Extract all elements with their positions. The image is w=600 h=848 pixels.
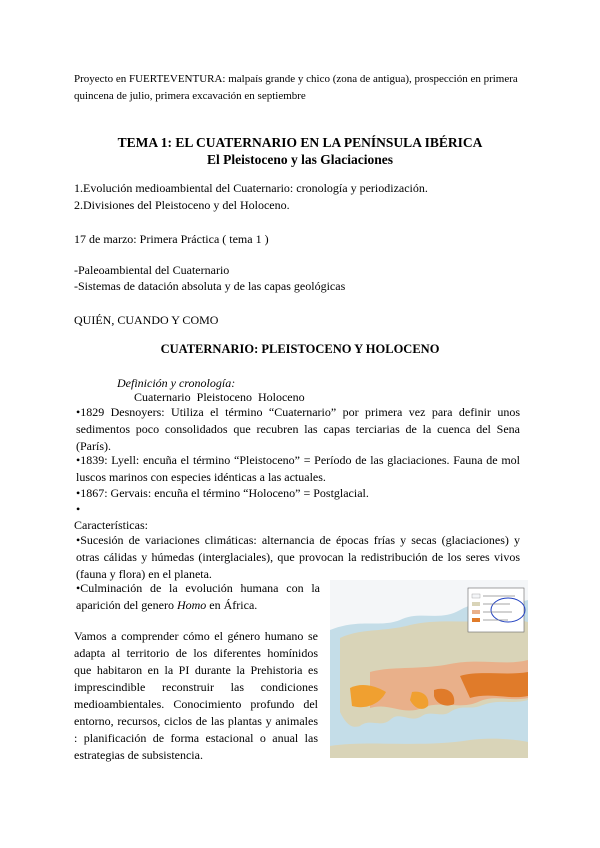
legend-swatch-tundra <box>472 602 480 606</box>
definition-bullet-4: • <box>76 502 81 516</box>
section-title: CUATERNARIO: PLEISTOCENO Y HOLOCENO <box>160 342 440 356</box>
homo-genus: Homo <box>176 598 207 612</box>
document-title: TEMA 1: EL CUATERNARIO EN LA PENÍNSULA IBÉRICA <box>117 135 483 150</box>
toc-item-1: 1.Evolución medioambiental del Cuaternario: cronología y periodización. <box>74 181 428 195</box>
practice-item-2: -Sistemas de datación absoluta y de las capas geológicas <box>74 279 346 293</box>
legend-swatch-forest <box>472 618 480 622</box>
project-note: Proyecto en FUERTEVENTURA: malpaís grande y chico (zona de antigua), prospección en primera quincena de julio, primera excavación en septiembre <box>74 73 518 102</box>
definition-terms: Cuaternario Pleistoceno Holoceno <box>134 390 305 404</box>
definition-bullet-3: •1867: Gervais: encuña el término “Holoceno” = Postglacial. <box>76 486 369 500</box>
legend-swatch-steppe <box>472 610 480 614</box>
final-paragraph: Vamos a comprender cómo el género humano se adapta al territorio de los diferentes homínidos que habitaron en la PI durante la Prehistoria es imprescindible reconstruir las condiciones medioambientales. Conocimiento profundo del entorno, recursos, ciclos de las plantas y animales : planificación de forma estacional o anual las estrategias de subsistencia. <box>74 629 318 762</box>
legend-swatch-ice <box>472 594 480 598</box>
definition-bullet-1: •1829 Desnoyers: Utiliza el término “Cuaternario” por primera vez para definir unos sedimentos poco consolidados que recubren las capas terciarias de la cuenca del Sena (París). <box>76 405 520 453</box>
definition-bullet-2: •1839: Lyell: encuña el término “Pleistoceno” = Período de las glaciaciones. Fauna de mol luscos marinos con especies idénticas a las actuales. <box>76 453 520 484</box>
characteristic-1: •Sucesión de variaciones climáticas: alternancia de épocas frías y secas (glaciaciones) y otras cálidas y húmedas (interglaciales), que provocan la redistribución de los seres vivos (fauna y flora) en el planeta. <box>76 533 520 581</box>
characteristics-heading: Características: <box>74 518 148 532</box>
definition-heading: Definición y cronología: <box>117 376 236 390</box>
practice-item-1: -Paleoambiental del Cuaternario <box>74 263 230 277</box>
document-subtitle: El Pleistoceno y las Glaciaciones <box>207 152 393 167</box>
questions-heading: QUIÉN, CUANDO Y COMO <box>74 313 219 327</box>
paleovegetation-map <box>330 580 528 758</box>
map-forest-east <box>460 672 528 698</box>
practice-date: 17 de marzo: Primera Práctica ( tema 1 ) <box>74 232 269 246</box>
europe-map-image <box>330 580 528 758</box>
characteristic-2 <box>76 580 320 614</box>
characteristic-2-end: en África. <box>206 598 258 612</box>
characteristic-2-text: •Culminación de la evolución humana con la aparición del genero <box>76 581 320 612</box>
toc-item-2: 2.Divisiones del Pleistoceno y del Holoceno. <box>74 198 290 212</box>
